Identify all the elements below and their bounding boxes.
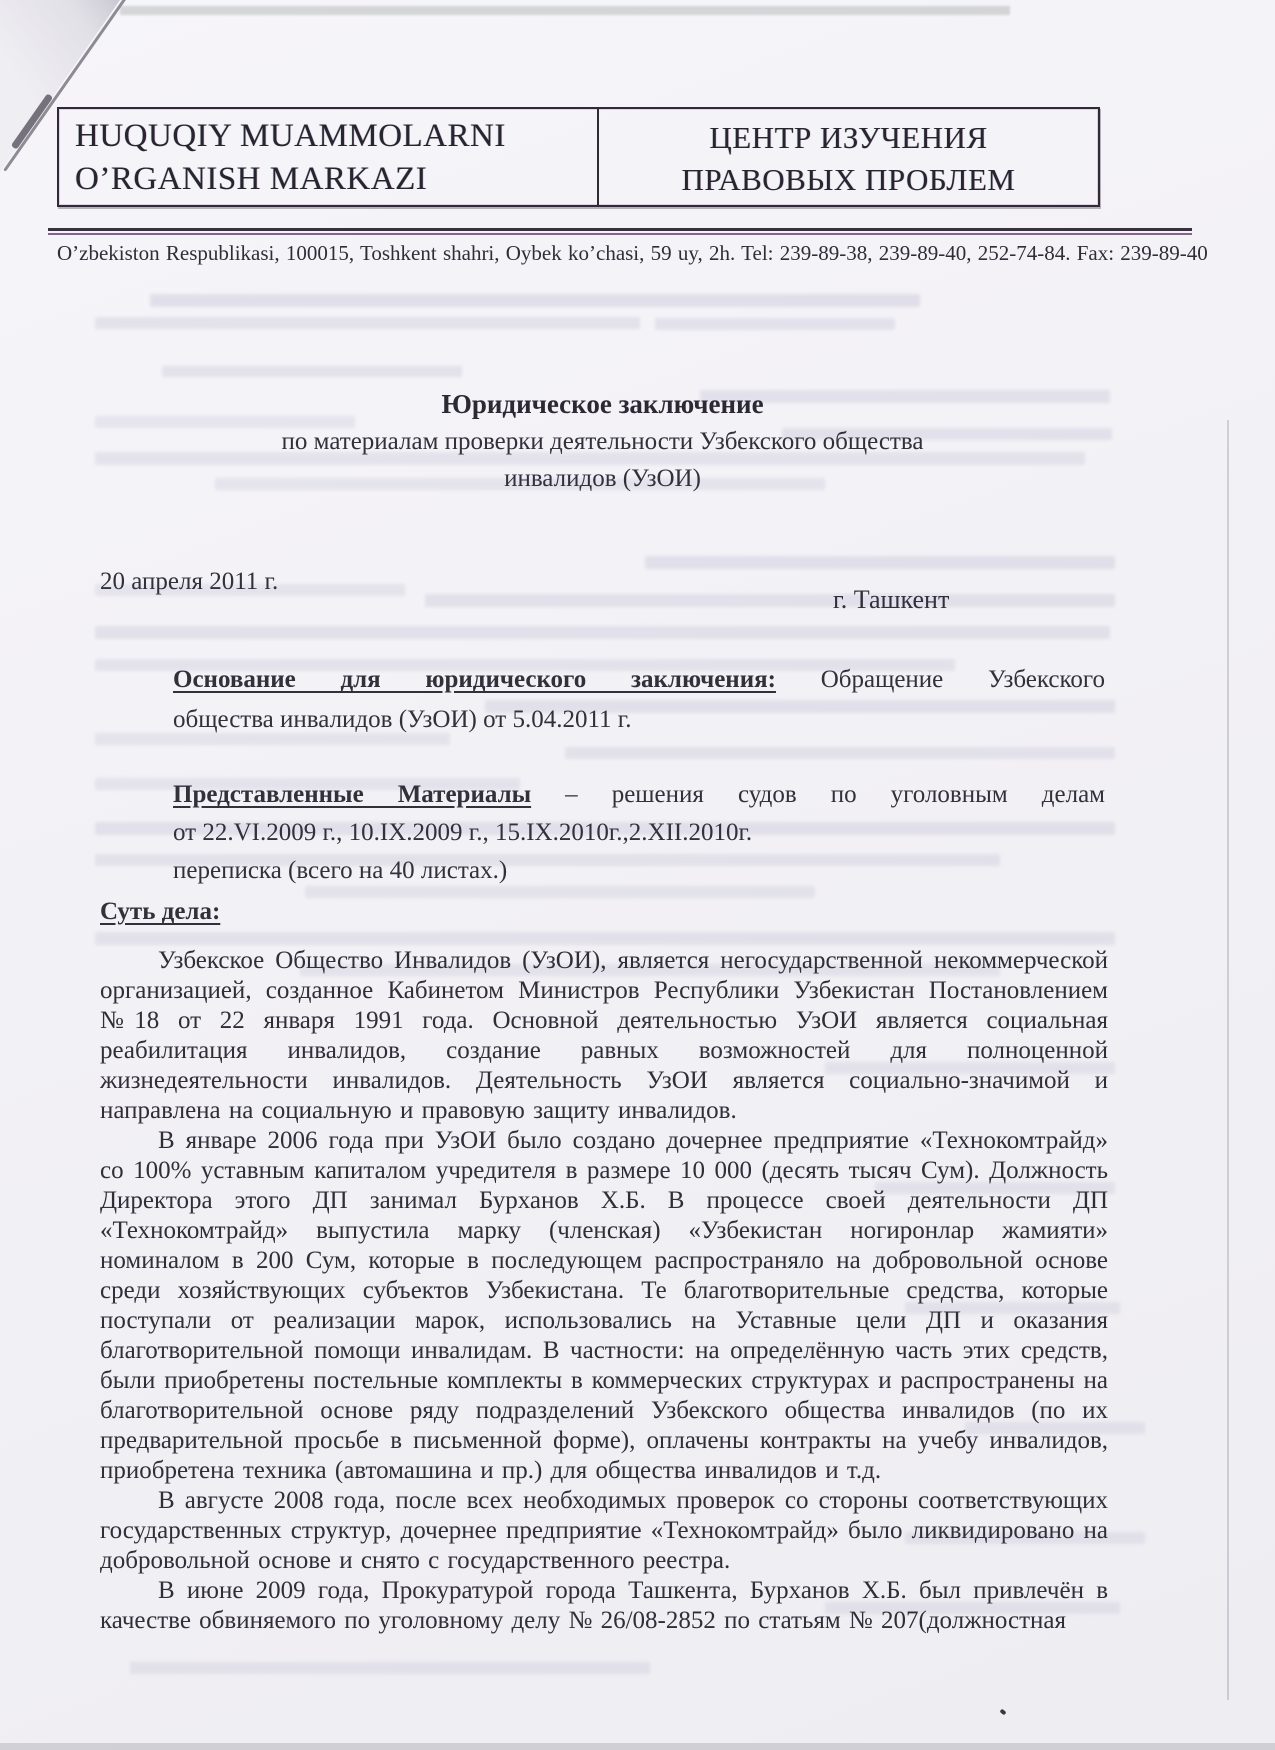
document-subtitle-line1: по материалам проверки деятельности Узбекского общества (281, 428, 924, 455)
bleed-through-artifact (425, 594, 1115, 607)
basis-rest: Обращение Узбекского (775, 666, 1105, 693)
org-name-uzbek (59, 109, 597, 205)
org-name-russian-line2: ПРАВОВЫХ ПРОБЛЕМ (681, 162, 1016, 197)
bleed-through-artifact (162, 366, 462, 377)
bleed-through-artifact (150, 294, 920, 307)
scan-speck (999, 1709, 1006, 1716)
basis-line2: общества инвалидов (УзОИ) от 5.04.2011 г. (173, 706, 632, 733)
org-address: O’zbekiston Respublikasi, 100015, Toshkent shahri, Oybek ko’chasi, 59 uy, 2h. Tel: 239-89-38, 239-89-40, 252-74-84. Fax: 239-89-40 (57, 241, 1208, 265)
section-essence-heading: Суть дела: (100, 898, 221, 925)
document-city: г. Ташкент (833, 585, 950, 614)
bleed-through-artifact (95, 626, 1110, 639)
bleed-through-artifact (130, 1662, 650, 1674)
basis-line1 (173, 660, 1105, 700)
bleed-through-artifact (655, 318, 895, 330)
letterhead-box (57, 107, 1100, 207)
bleed-through-artifact (95, 317, 640, 329)
scan-bottom-edge (0, 1743, 1275, 1750)
materials-line2: от 22.VI.2009 г., 10.IX.2009 г., 15.IX.2010г.,2.XII.2010г. (173, 819, 753, 846)
title-block (100, 386, 1105, 497)
bleed-through-artifact (565, 747, 1115, 759)
bleed-through-artifact (95, 932, 1115, 945)
document-subtitle-line2: инвалидов (УзОИ) (504, 465, 701, 492)
org-name-uzbek-line2: O’RGANISH MARKAZI (75, 161, 428, 197)
materials-label: Представленные Материалы (173, 781, 532, 808)
body-paragraph: В январе 2006 года при УзОИ было создано дочернее предприятие «Технокомтрайд» со 100% уставным капиталом учредителя в размере 10 000 (десять тысяч Сум). Должность Директора этого ДП занимал Бурханов Х.Б. В процессе своей деятельности ДП «Технокомтрайд» выпустила марку (членская) «Узбекистан ногиронлар жамияти» номиналом в 200 Сум, которые в последующем распространяло на добровольной основе среди хозяйствующих субъектов Узбекистана. Те благотворительные средства, которые поступали от реализации марок, использовались на Уставные цели ДП и оказания благотворительной помощи инвалидам. В частности: на определённую часть этих средств, были приобретены постельные комплекты в коммерческих структурах и распространены на благотворительной основе ряду подразделений Узбекского общества инвалидов (по их предварительной просьбе в письменной форме), оплачены контракты на учебу инвалидов, приобретена техника (автомашина и пр.) для общества инвалидов и т.д. (100, 1127, 1108, 1484)
scan-edge-line (1227, 420, 1229, 1700)
letterhead (57, 107, 1208, 265)
scan-bleed-band (120, 6, 1010, 15)
body-paragraph: В июне 2009 года, Прокуратурой города Ташкента, Бурханов Х.Б. был привлечён в качестве обвиняемого по уголовному делу № 26/08-2852 по статьям № 207(должностная (100, 1577, 1108, 1634)
basis-label: Основание для юридического заключения: (173, 666, 776, 693)
document-title: Юридическое заключение (441, 389, 764, 419)
document-date: 20 апреля 2011 г. (100, 568, 279, 595)
org-name-uzbek-line1: HUQUQIY MUAMMOLARNI (75, 118, 506, 154)
section-materials (173, 776, 1105, 890)
body-paragraph: Узбекское Общество Инвалидов (УзОИ), является негосударственной некоммерческой организацией, созданное Кабинетом Министров Республики Узбекистан Постановлением №18 от 22 января 1991 года. Основной деятельностью УзОИ является социальная реабилитация инвалидов, создание равных возможностей для полноценной жизнедеятельности инвалидов. Деятельность УзОИ является социально-значимой и направлена на социальную и правовую защиту инвалидов. (100, 947, 1108, 1124)
org-name-russian-line1: ЦЕНТР ИЗУЧЕНИЯ (709, 120, 988, 155)
body-paragraph: В августе 2008 года, после всех необходимых проверок со стороны соответствующих государственных структур, дочернее предприятие «Технокомтрайд» было ликвидировано на добровольной основе и снято с государственного реестра. (100, 1487, 1108, 1574)
letterhead-rule (48, 228, 1192, 231)
materials-line1 (173, 776, 1105, 814)
section-basis (173, 660, 1105, 740)
org-name-russian (597, 109, 1098, 205)
materials-line3: переписка (всего на 40 листах.) (173, 857, 508, 884)
bleed-through-artifact (645, 556, 1115, 569)
materials-rest: – решения судов по уголовным делам (531, 781, 1105, 808)
document-body (100, 946, 1108, 1636)
